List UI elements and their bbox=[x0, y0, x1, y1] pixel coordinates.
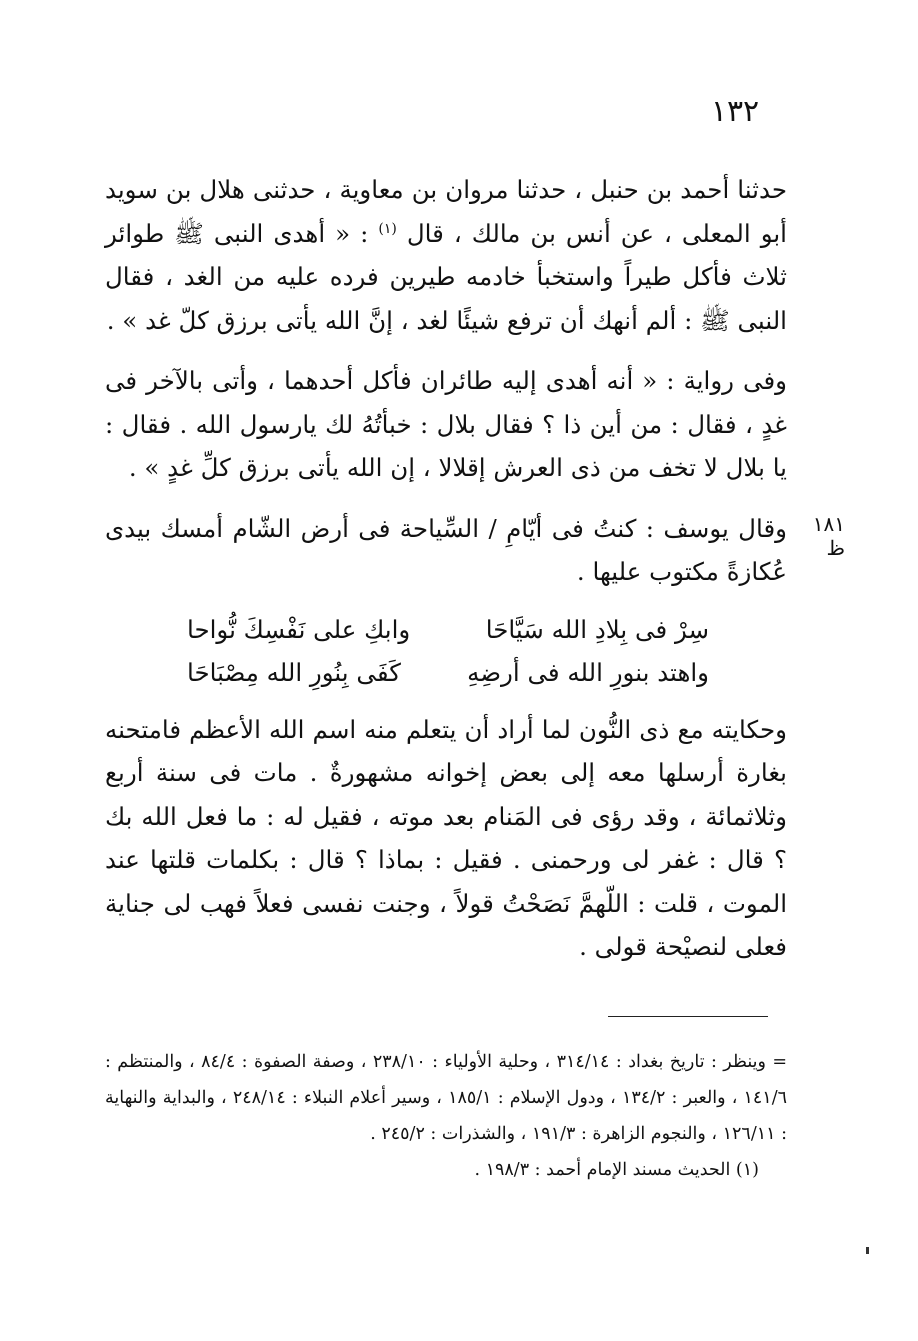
paragraph-riwaya: وفى رواية : « أنه أهدى إليه طائران فأكل أحدهما ، وأتى بالآخر فى غدٍ ، فقال : من أين ذا ؟ فقال بلال : خبأتُهُ لك يارسول الله . فقال : يا بلال لا تخف من ذى العرش إقلالا ، إن الله يأتى برزق كلِّ غدٍ » . bbox=[105, 366, 787, 482]
poem-verse bbox=[187, 651, 709, 694]
poem-hemistich: سِرْ فى بِلادِ الله سَيَّاحَا bbox=[485, 614, 709, 644]
folio-margin-note: ١٨١ ظ bbox=[812, 512, 845, 560]
poem-hemistich: كَفَى بِنُورِ الله مِصْبَاحَا bbox=[187, 657, 401, 687]
footnote-1: (١) الحديث مسند الإمام أحمد : ١٩٨/٣ . bbox=[474, 1160, 759, 1180]
paragraph-yusuf: وقال يوسف : كنتُ فى أيّامِ / السِّياحة فى أرض الشّام أمسك بيدى عُكازةً مكتوب عليها . bbox=[105, 513, 787, 586]
poem-hemistich: وابكِ على نَفْسِكَ نُّواحا bbox=[187, 614, 411, 644]
poem-verse bbox=[187, 608, 709, 651]
stray-mark bbox=[866, 1247, 869, 1254]
paragraph-hadith-rest: : « أهدى النبى ﷺ طوائر ثلاث فأكل طيراً واستخبأ خادمه طيرين فرده عليه من الغد ، فقال النبى ﷺ : ألم أنهك أن ترفع شيئًا لغد ، إنَّ الله يأتى برزق كلّ غد » . bbox=[105, 218, 787, 335]
page-number: ١٣٢ bbox=[710, 94, 760, 129]
poem-hemistich: واهتد بنورِ الله فى أرضِهِ bbox=[467, 657, 709, 687]
paragraph-hadith bbox=[105, 168, 787, 342]
footnote-continued: = وينظر : تاريخ بغداد : ٣١٤/١٤ ، وحلية الأولياء : ٢٣٨/١٠ ، وصفة الصفوة : ٨٤/٤ ، والمنتظم : ١٤١/٦ ، والعبر : ١٣٤/٢ ، ودول الإسلام : ١٨٥/١ ، وسير أعلام النبلاء : ٢٤٨/١٤ ، والبداية والنهاية : ١٢٦/١١ ، والنجوم الزاهرة : ١٩١/٣ ، والشذرات : ٢٤٥/٢ . bbox=[105, 1052, 787, 1144]
main-text bbox=[105, 168, 787, 969]
poem bbox=[105, 608, 787, 694]
footnote-separator bbox=[608, 1016, 768, 1017]
footnote-ref: (١) bbox=[378, 220, 397, 237]
footnotes bbox=[105, 1044, 787, 1188]
paragraph-hadith-text: حدثنا أحمد بن حنبل ، حدثنا مروان بن معاوية ، حدثنى هلال بن سويد أبو المعلى ، عن أنس بن مالك ، قال bbox=[105, 175, 787, 248]
paragraph-dhu-al-nun: وحكايته مع ذى النُّون لما أراد أن يتعلم منه اسم الله الأعظم فامتحنه بغارة أرسلها معه إلى بعض إخوانه مشهورةٌ . مات فى سنة أربع وثلاثمائة ، وقد رؤى فى المَنام بعد موته ، فقيل له : ما فعل الله بك ؟ قال : غفر لى ورحمنى . فقيل : بماذا ؟ قال : بكلمات قلتها عند الموت ، قلت : اللّهمَّ نَصَحْتُ قولاً ، وجنت نفسى فعلاً فهب لى جناية فعلى لنصيْحة قولى . bbox=[105, 714, 787, 961]
